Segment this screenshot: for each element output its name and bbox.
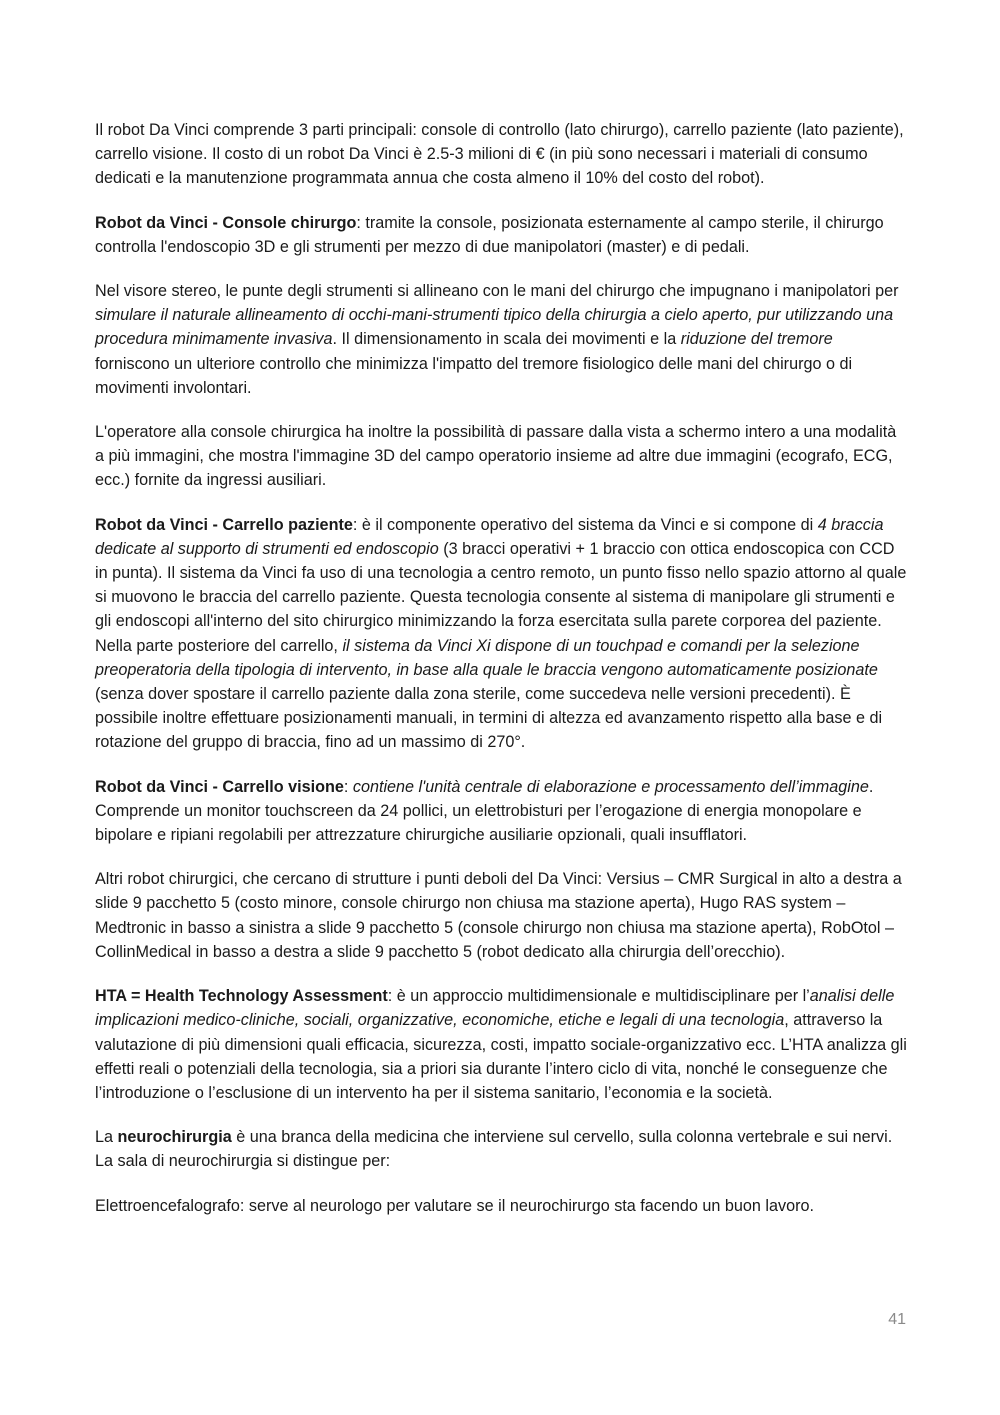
paragraph-p6 — [95, 775, 907, 848]
text-run: : è il componente operativo del sistema da Vinci e si compone di — [352, 515, 818, 534]
text-run: : tramite la console, posizionata esternamente al campo sterile, il chirurgo controlla l'endoscopio 3D e gli strumenti per mezzo di due manipolatori (master) e di pedali. — [95, 213, 884, 256]
paragraph-p2 — [95, 211, 907, 259]
paragraph-p3 — [95, 279, 907, 400]
text-run: . Il dimensionamento in scala dei movimenti e la — [332, 330, 681, 349]
paragraph-p4 — [95, 420, 907, 493]
text-run: Elettroencefalografo: serve al neurologo per valutare se il neurochirurgo sta facendo un buon lavoro. — [95, 1196, 814, 1215]
paragraph-p7 — [95, 867, 907, 964]
paragraph-p5 — [95, 513, 907, 755]
text-run: forniscono un ulteriore controllo che minimizza l'impatto del tremore fisiologico delle mani del chirurgo o di movimenti involontari. — [95, 354, 853, 397]
text-run: , attraverso la valutazione di più dimensioni quali efficacia, sicurezza, costi, impatto sociale-organizzativo ecc. L’HTA analizza gli effetti reali o potenziali della tecnologia, sia a priori sia durante l’intero ciclo di vita, nonché le conseguenze che l’introduzione o l’esclusione di un intervento ha per il sistema sanitario, l’economia e la società. — [95, 1011, 907, 1102]
page-number: 41 — [888, 1311, 906, 1328]
text-run: Nel visore stereo, le punte degli strumenti si allineano con le mani del chirurgo che impugnano i manipolatori per — [95, 282, 899, 301]
text-run: La — [95, 1128, 118, 1147]
italic-text: simulare il naturale allineamento di occhi-mani-strumenti tipico della chirurgia a cielo aperto, pur utilizzando una procedura minimamente invasiva — [95, 306, 894, 349]
bold-text: Robot da Vinci - Carrello paziente — [95, 515, 353, 534]
text-run: : è un approccio multidimensionale e multidisciplinare per l’ — [387, 987, 810, 1006]
paragraph-p9 — [95, 1125, 907, 1173]
paragraph-p8 — [95, 984, 907, 1105]
bold-text: neurochirurgia — [117, 1128, 232, 1147]
text-run: Il robot Da Vinci comprende 3 parti principali: console di controllo (lato chirurgo), carrello paziente (lato paziente), carrello visione. Il costo di un robot Da Vinci è 2.5-3 milioni di € (in più sono necessari i materiali di consumo dedicati e la manutenzione programmata annua che costa almeno il 10% del costo del robot). — [95, 121, 904, 188]
bold-text: HTA = Health Technology Assessment — [95, 987, 388, 1006]
italic-text: 4 braccia dedicate al supporto di strumenti ed endoscopio — [95, 515, 884, 558]
text-run: è una branca della medicina che interviene sul cervello, sulla colonna vertebrale e sui nervi. La sala di neurochirurgia si distingue per: — [95, 1128, 893, 1171]
bold-text: Robot da Vinci - Carrello visione — [95, 777, 344, 796]
document-body — [95, 118, 907, 1238]
text-run: Altri robot chirurgici, che cercano di strutture i punti deboli del Da Vinci: Versius – CMR Surgical in alto a destra a slide 9 pacchetto 5 (costo minore, console chirurgo non chiusa ma stazione aperta), Hugo RAS system – Medtronic in basso a sinistra a slide 9 pacchetto 5 (console chirurgo non chiusa ma stazione aperta), RobOtol – CollinMedical in basso a destra a slide 9 pacchetto 5 (robot dedicato alla chirurgia dell’orecchio). — [95, 870, 902, 961]
italic-text: il sistema da Vinci Xi dispone di un touchpad e comandi per la selezione preoperatoria della tipologia di intervento, in base alla quale le braccia vengono automaticamente posizionate — [95, 636, 878, 679]
text-run: (senza dover spostare il carrello paziente dalla zona sterile, come succedeva nelle versioni precedenti). È possibile inoltre effettuare posizionamenti manuali, in termini di altezza ed avanzamento rispetto alla base e di rotazione del gruppo di braccia, fino ad un massimo di 270°. — [95, 685, 883, 752]
italic-text: analisi delle implicazioni medico-cliniche, sociali, organizzative, economiche, etiche e legali di una tecnologia — [95, 987, 895, 1030]
text-run: . Comprende un monitor touchscreen da 24 pollici, un elettrobisturi per l’erogazione di energia monopolare e bipolare e ripiani regolabili per attrezzature chirurgiche ausiliarie opzionali, quali insufflatori. — [95, 777, 874, 845]
bold-text: Robot da Vinci - Console chirurgo — [95, 213, 357, 232]
text-run: (3 bracci operativi + 1 braccio con ottica endoscopica con CCD in punta). Il sistema da Vinci fa uso di una tecnologia a centro remoto, un punto fisso nello spazio attorno al quale si muovono le braccia del carrello paziente. Questa tecnologia consente al sistema di manipolare gli strumenti e gli endoscopi all'interno del sito chirurgico minimizzando la forza esercitata sulla parete corporea del paziente. Nella parte posteriore del carrello, — [95, 539, 907, 655]
paragraph-p1 — [95, 118, 907, 191]
text-run: : — [343, 777, 353, 796]
italic-text: contiene l'unità centrale di elaborazione e processamento dell’immagine — [352, 777, 869, 796]
italic-text: riduzione del tremore — [680, 330, 833, 349]
paragraph-p10 — [95, 1194, 907, 1218]
text-run: L'operatore alla console chirurgica ha inoltre la possibilità di passare dalla vista a schermo intero a una modalità a più immagini, che mostra l'immagine 3D del campo operatorio insieme ad altre due immagini (ecografo, ECG, ecc.) fornite da ingressi ausiliari. — [95, 423, 897, 490]
